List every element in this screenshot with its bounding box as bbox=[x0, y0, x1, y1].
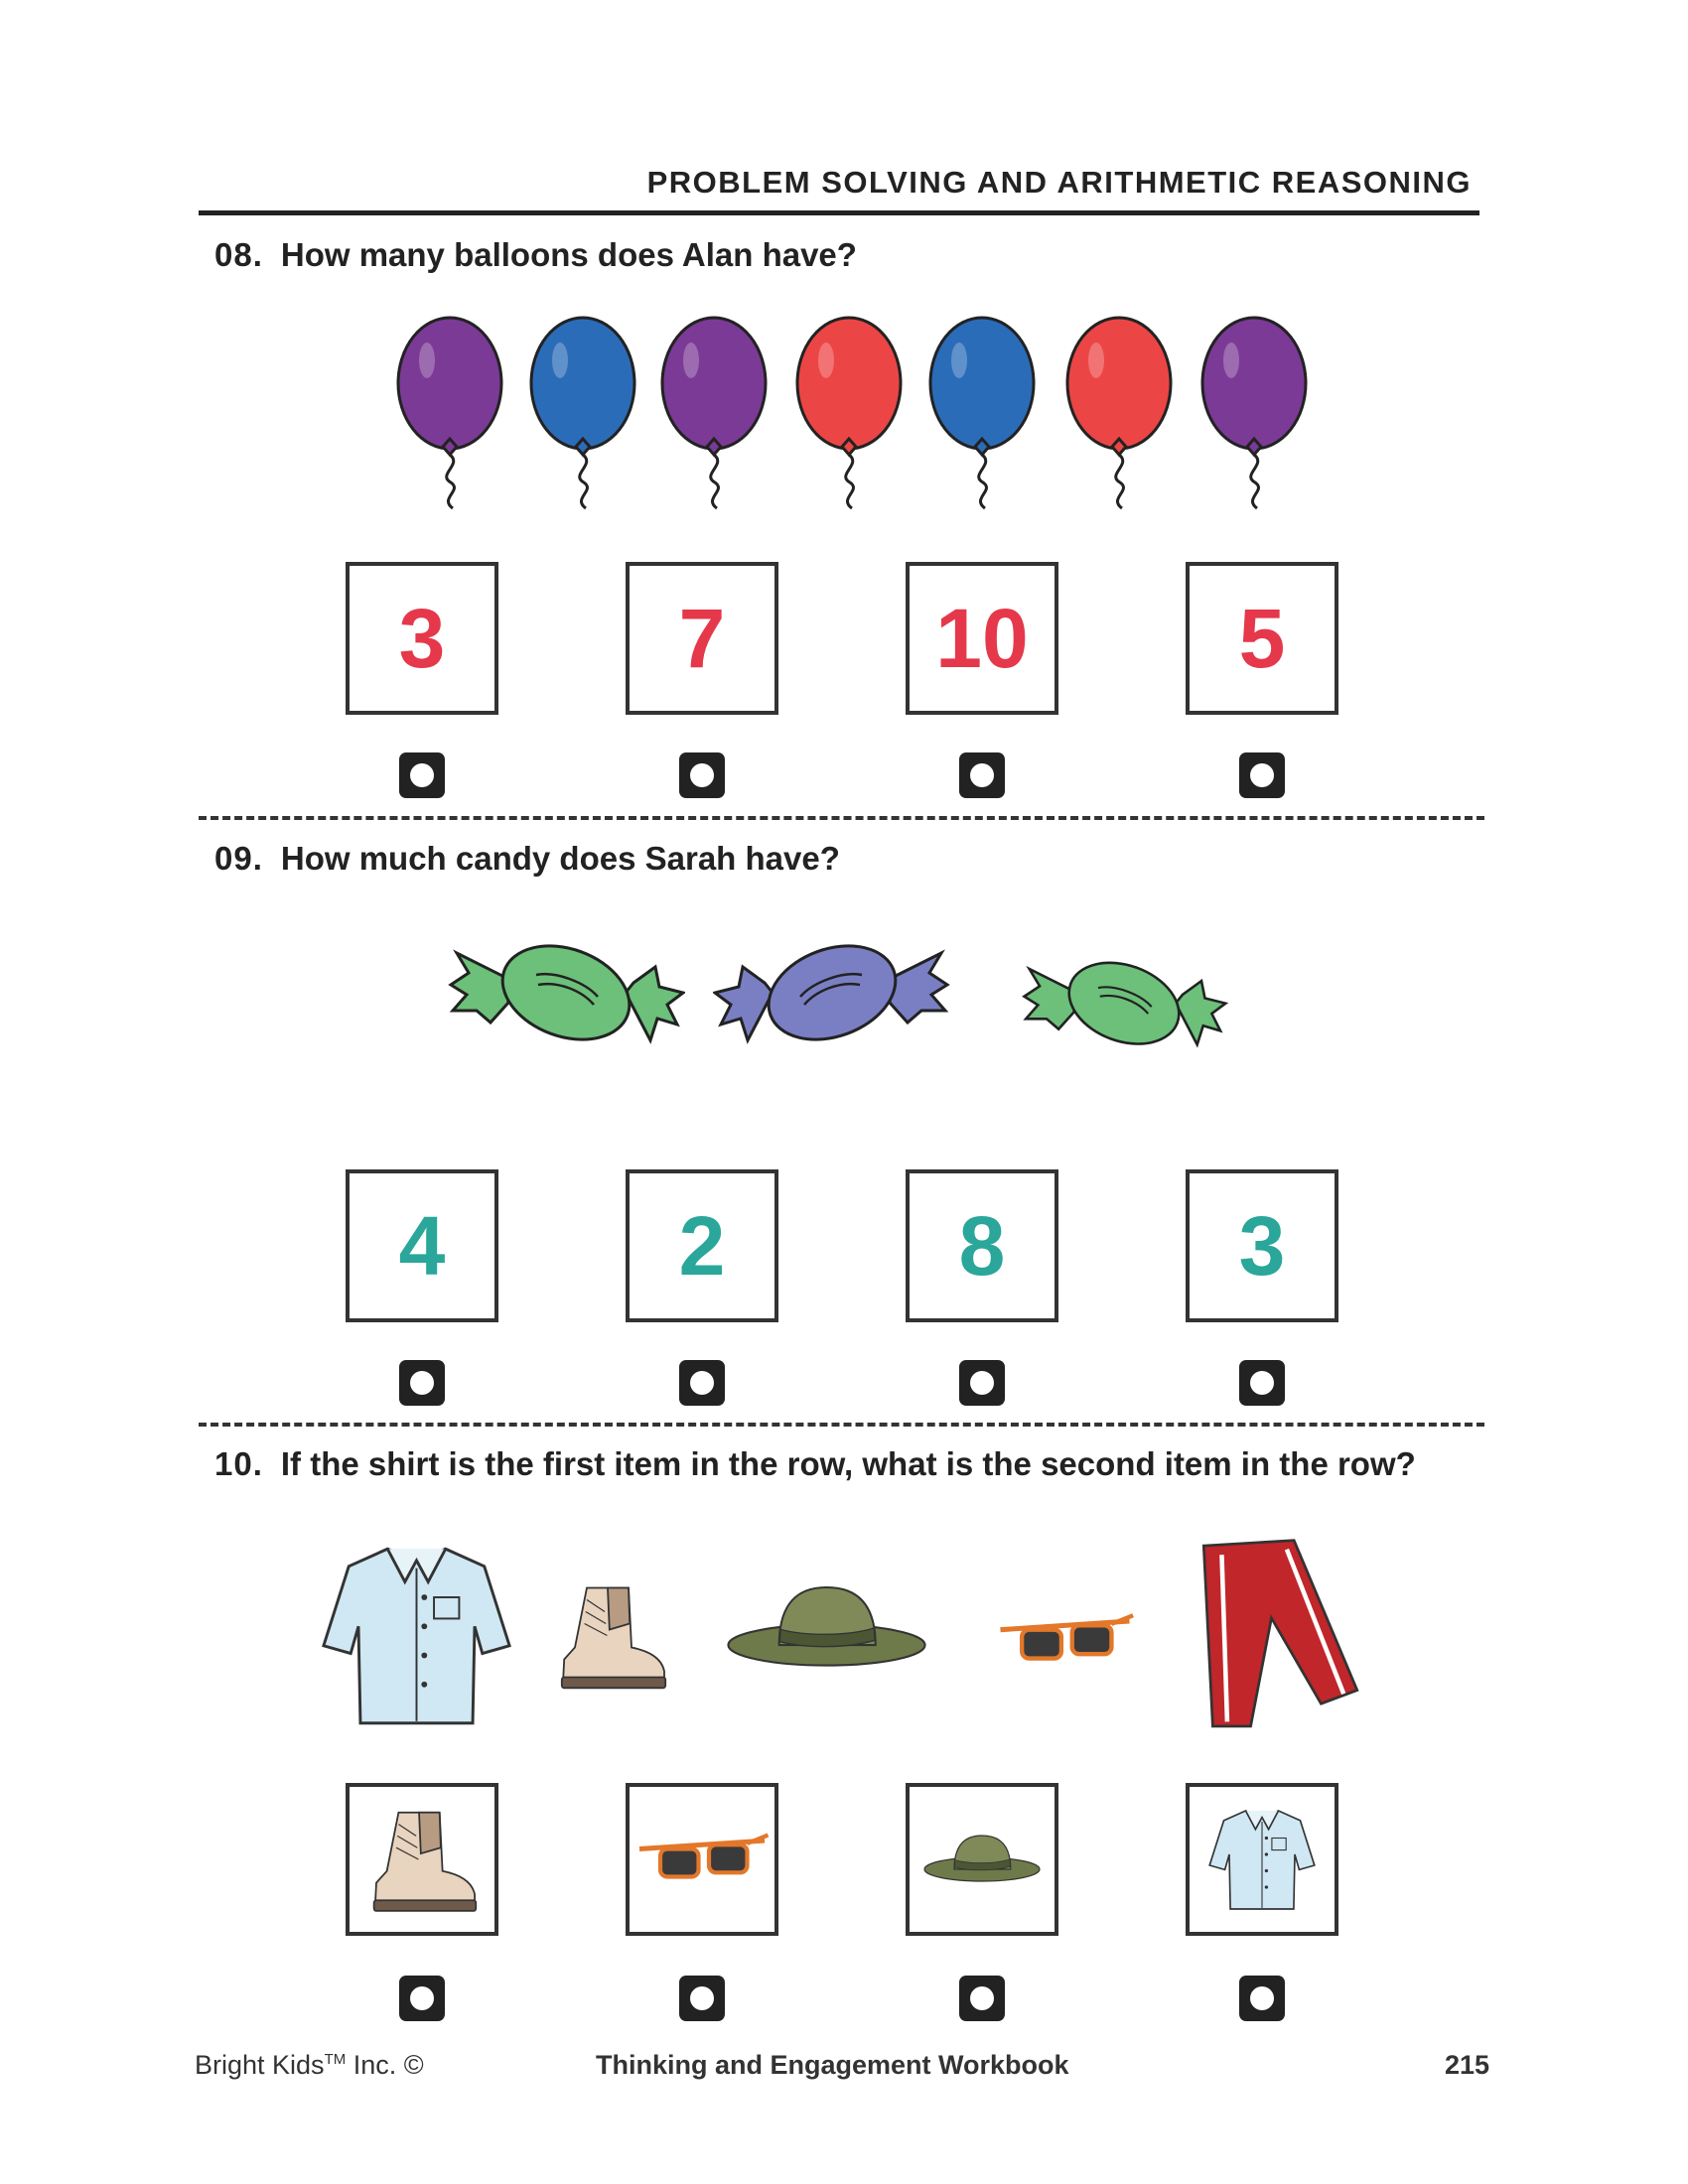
purple-balloon-icon bbox=[1199, 316, 1309, 514]
green-candy-icon bbox=[447, 923, 685, 1072]
sunglasses-icon bbox=[993, 1608, 1137, 1673]
question-09 bbox=[214, 840, 840, 878]
answer-bubble[interactable] bbox=[1239, 1976, 1285, 2021]
option-value: 2 bbox=[678, 1199, 726, 1293]
footer-trademark: TM bbox=[324, 2051, 347, 2068]
blue-balloon-icon bbox=[528, 316, 637, 514]
footer-copyright bbox=[195, 2050, 424, 2081]
hat-icon bbox=[922, 1830, 1042, 1889]
answer-bubble[interactable] bbox=[959, 752, 1005, 798]
answer-option-08-d[interactable] bbox=[1186, 562, 1338, 715]
pants-icon bbox=[1182, 1537, 1370, 1735]
shirt-icon bbox=[1207, 1803, 1317, 1917]
question-08 bbox=[214, 236, 857, 274]
hat-icon bbox=[725, 1578, 928, 1678]
answer-option-09-a[interactable] bbox=[346, 1169, 498, 1322]
footer-brand: Bright Kids bbox=[195, 2050, 325, 2080]
sunglasses-icon bbox=[633, 1825, 772, 1894]
answer-option-10-b[interactable] bbox=[626, 1783, 778, 1936]
footer-brand-suffix: Inc. © bbox=[346, 2050, 424, 2080]
page-number: 215 bbox=[1444, 2050, 1489, 2080]
answer-option-09-c[interactable] bbox=[906, 1169, 1058, 1322]
answer-bubble[interactable] bbox=[399, 1976, 445, 2021]
answer-option-10-c[interactable] bbox=[906, 1783, 1058, 1936]
section-divider bbox=[199, 1423, 1484, 1427]
answer-bubble[interactable] bbox=[679, 1360, 725, 1406]
question-number: 10. bbox=[214, 1445, 263, 1482]
red-balloon-icon bbox=[1064, 316, 1174, 514]
question-text: How many balloons does Alan have? bbox=[280, 236, 857, 273]
answer-bubble[interactable] bbox=[1239, 752, 1285, 798]
red-balloon-icon bbox=[794, 316, 904, 514]
answer-option-08-c[interactable] bbox=[906, 562, 1058, 715]
answer-option-10-d[interactable] bbox=[1186, 1783, 1338, 1936]
section-header bbox=[199, 161, 1479, 215]
answer-option-09-d[interactable] bbox=[1186, 1169, 1338, 1322]
question-10 bbox=[214, 1445, 1416, 1483]
blue-balloon-icon bbox=[927, 316, 1037, 514]
option-value: 7 bbox=[678, 592, 726, 685]
answer-bubble[interactable] bbox=[959, 1976, 1005, 2021]
green-candy-icon bbox=[1005, 943, 1243, 1072]
answer-option-08-a[interactable] bbox=[346, 562, 498, 715]
answer-bubble[interactable] bbox=[679, 1976, 725, 2021]
boot-icon bbox=[551, 1569, 670, 1703]
answer-bubble[interactable] bbox=[1239, 1360, 1285, 1406]
option-value: 5 bbox=[1238, 592, 1286, 685]
question-text: If the shirt is the first item in the row, what is the second item in the row? bbox=[280, 1445, 1416, 1482]
answer-option-10-a[interactable] bbox=[346, 1783, 498, 1936]
option-value: 10 bbox=[935, 592, 1029, 685]
option-value: 8 bbox=[958, 1199, 1006, 1293]
option-value: 3 bbox=[398, 592, 446, 685]
purple-balloon-icon bbox=[659, 316, 769, 514]
answer-option-08-b[interactable] bbox=[626, 562, 778, 715]
shirt-icon bbox=[320, 1537, 513, 1735]
section-title: PROBLEM SOLVING AND ARITHMETIC REASONING bbox=[646, 165, 1472, 200]
boot-icon bbox=[363, 1801, 481, 1918]
answer-bubble[interactable] bbox=[399, 1360, 445, 1406]
purple-candy-icon bbox=[713, 923, 951, 1072]
question-number: 08. bbox=[214, 236, 263, 273]
answer-bubble[interactable] bbox=[959, 1360, 1005, 1406]
section-divider bbox=[199, 816, 1484, 820]
answer-option-09-b[interactable] bbox=[626, 1169, 778, 1322]
option-value: 4 bbox=[398, 1199, 446, 1293]
purple-balloon-icon bbox=[395, 316, 504, 514]
question-text: How much candy does Sarah have? bbox=[280, 840, 840, 877]
question-number: 09. bbox=[214, 840, 263, 877]
option-value: 3 bbox=[1238, 1199, 1286, 1293]
footer-title: Thinking and Engagement Workbook bbox=[596, 2050, 1069, 2080]
answer-bubble[interactable] bbox=[679, 752, 725, 798]
answer-bubble[interactable] bbox=[399, 752, 445, 798]
